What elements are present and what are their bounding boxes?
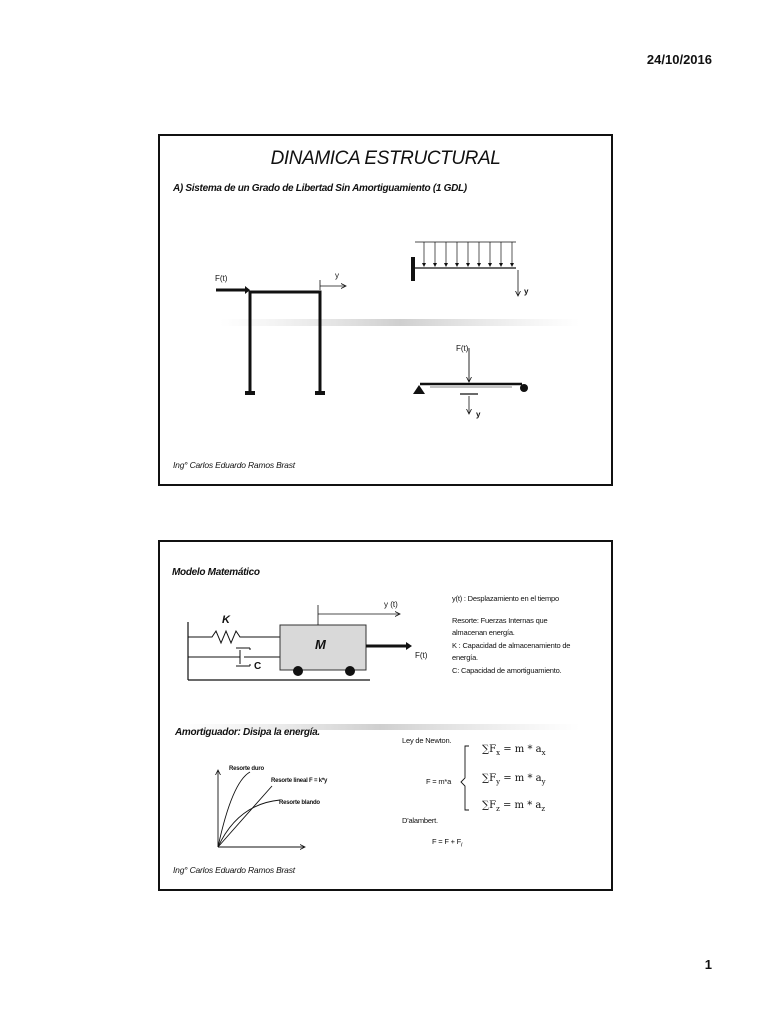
equation-z: $\sum F_z = m * a_z$ (482, 800, 546, 813)
definition-line: K : Capacidad de almacenamiento de (452, 641, 571, 650)
slide-2 (158, 540, 613, 891)
frame-force-label: F(t) (215, 274, 228, 283)
definition-line: C: Capacidad de amortiguamiento. (452, 666, 562, 675)
equation-y: $\sum F_y = m * a_y$ (482, 773, 546, 786)
damper (188, 648, 280, 666)
author-credit: Ing° Carlos Eduardo Ramos Brast (173, 865, 295, 875)
linear-spring-label: Resorte lineal F = k*y (271, 778, 328, 784)
definition-line: energía. (452, 653, 478, 662)
soft-spring-label: Resorte blando (279, 800, 320, 806)
page-date: 24/10/2016 (646, 52, 712, 67)
slide-title: DINAMICA ESTRUCTURAL (270, 148, 501, 169)
definition-line: almacenan energía. (452, 628, 515, 637)
shadow-band (220, 319, 580, 326)
mass-displacement-label: y (t) (384, 600, 398, 609)
newton-law-title: Ley de Newton. (402, 736, 452, 745)
definition-line: Resorte: Fuerzas Internas que (452, 616, 548, 625)
damper-heading: Amortiguador: Disipa la energía. (175, 727, 320, 738)
simple-beam (413, 348, 528, 414)
equation-bracket (461, 746, 469, 810)
equation-x: $\sum F_x = m * a_x$ (482, 744, 546, 757)
slide-1 (158, 134, 613, 486)
dalembert-formula: $F = F + F_i$ (432, 837, 463, 849)
beam-displacement-label: y (476, 410, 481, 419)
definition-line: y(t) : Desplazamiento en el tiempo (452, 594, 560, 603)
cantilever-beam (411, 242, 518, 296)
beam-force-label: F(t) (456, 344, 469, 353)
newton-law-lhs: F = m*a (426, 777, 452, 786)
section-heading: A) Sistema de un Grado de Libertad Sin Amortiguamiento (1 GDL) (173, 183, 467, 194)
hard-spring-label: Resorte duro (229, 766, 264, 772)
dalembert-title: D'alambert. (402, 816, 438, 825)
section-heading: Modelo Matemático (172, 567, 260, 578)
cantilever-displacement-label: y (524, 287, 529, 296)
portal-frame (216, 280, 346, 395)
damper-label: C (254, 661, 262, 672)
frame-displacement-label: y (335, 271, 339, 280)
spring (188, 631, 280, 643)
author-credit: Ing° Carlos Eduardo Ramos Brast (173, 460, 295, 470)
mass-force-label: F(t) (415, 651, 428, 660)
spring-label: K (222, 614, 230, 626)
mass-label: M (315, 637, 326, 652)
page-number: 1 (704, 957, 712, 972)
